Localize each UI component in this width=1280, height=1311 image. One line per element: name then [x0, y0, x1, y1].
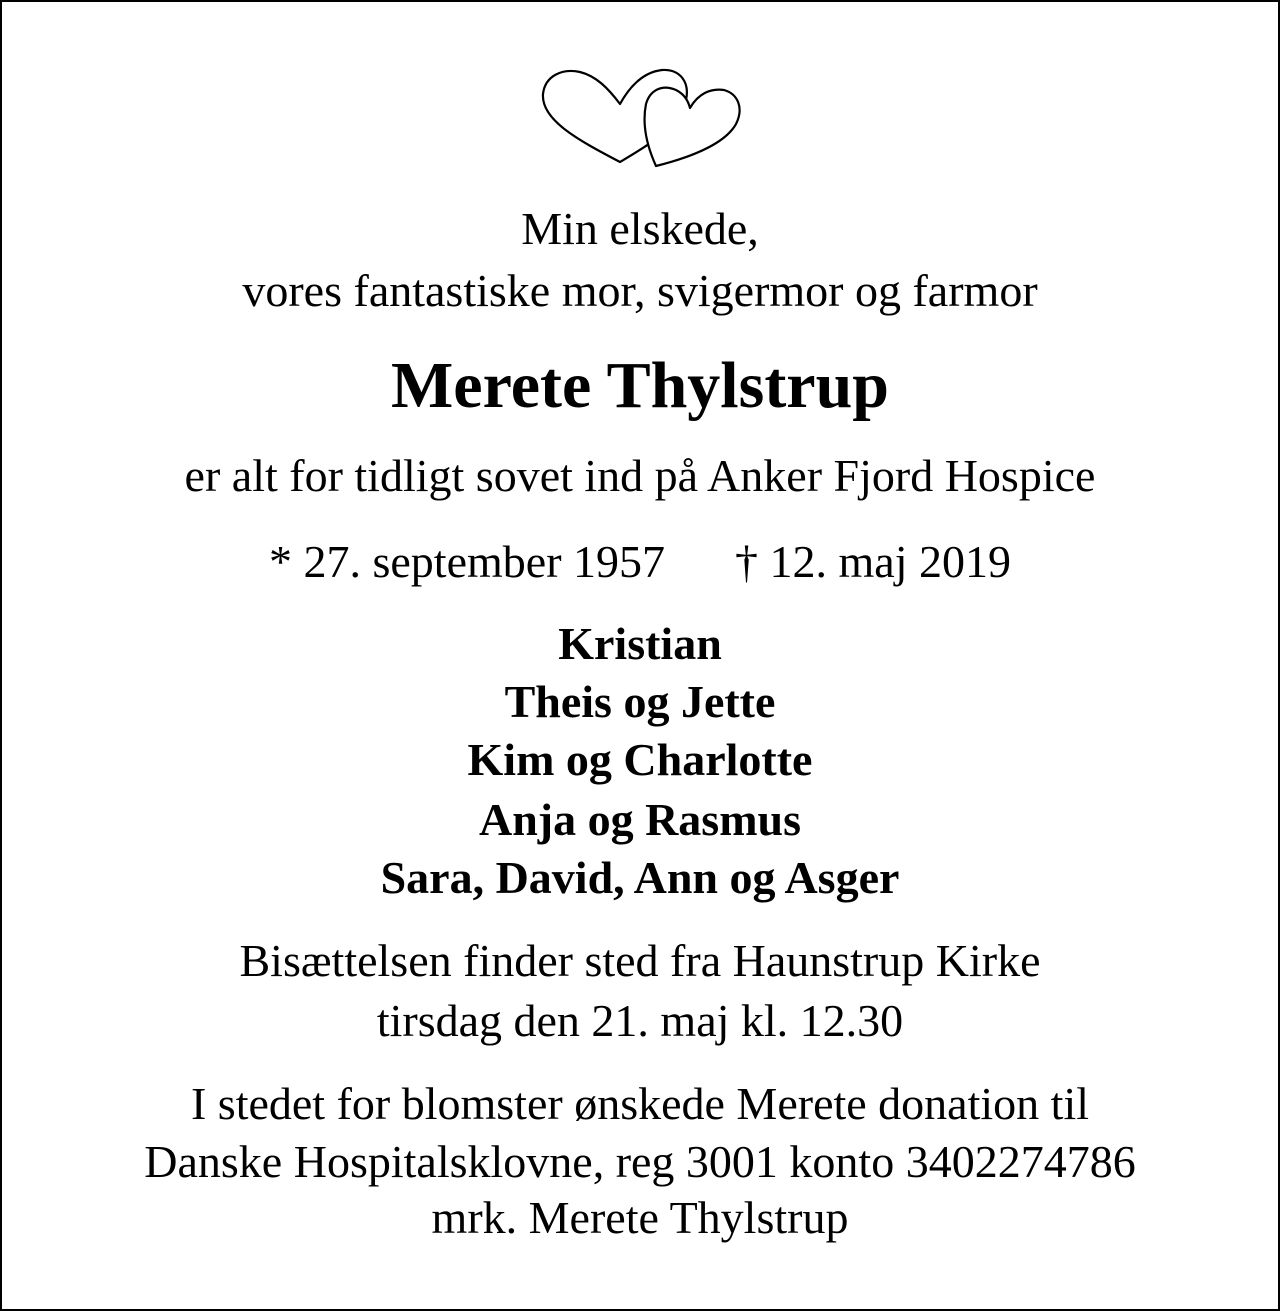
intro-line-1: Min elskede,: [521, 203, 759, 254]
intro-line-2: vores fantastiske mor, svigermor og farmor: [242, 265, 1038, 316]
birth-date: * 27. september 1957: [268, 536, 666, 587]
funeral-line-2: tirsdag den 21. maj kl. 12.30: [376, 995, 904, 1046]
subtitle-line: er alt for tidligt sovet ind på Anker Fjord Hospice: [184, 450, 1096, 501]
family-member: Kristian: [558, 618, 722, 669]
family-member: Theis og Jette: [504, 676, 776, 727]
family-member: Kim og Charlotte: [467, 734, 813, 785]
donation-line-1: I stedet for blomster ønskede Merete donation til: [190, 1078, 1090, 1129]
dates-line: [2, 536, 1278, 587]
deceased-name: Merete Thylstrup: [391, 349, 889, 422]
donation-line-2: Danske Hospitalsklovne, reg 3001 konto 3402274786: [144, 1136, 1136, 1187]
two-hearts-icon: [538, 64, 748, 174]
funeral-line-1: Bisættelsen finder sted fra Haunstrup Kirke: [239, 935, 1041, 986]
family-member: Sara, David, Ann og Asger: [380, 852, 900, 903]
death-date: † 12. maj 2019: [735, 536, 1011, 587]
donation-line-3: mrk. Merete Thylstrup: [431, 1192, 849, 1243]
family-member: Anja og Rasmus: [478, 794, 802, 845]
